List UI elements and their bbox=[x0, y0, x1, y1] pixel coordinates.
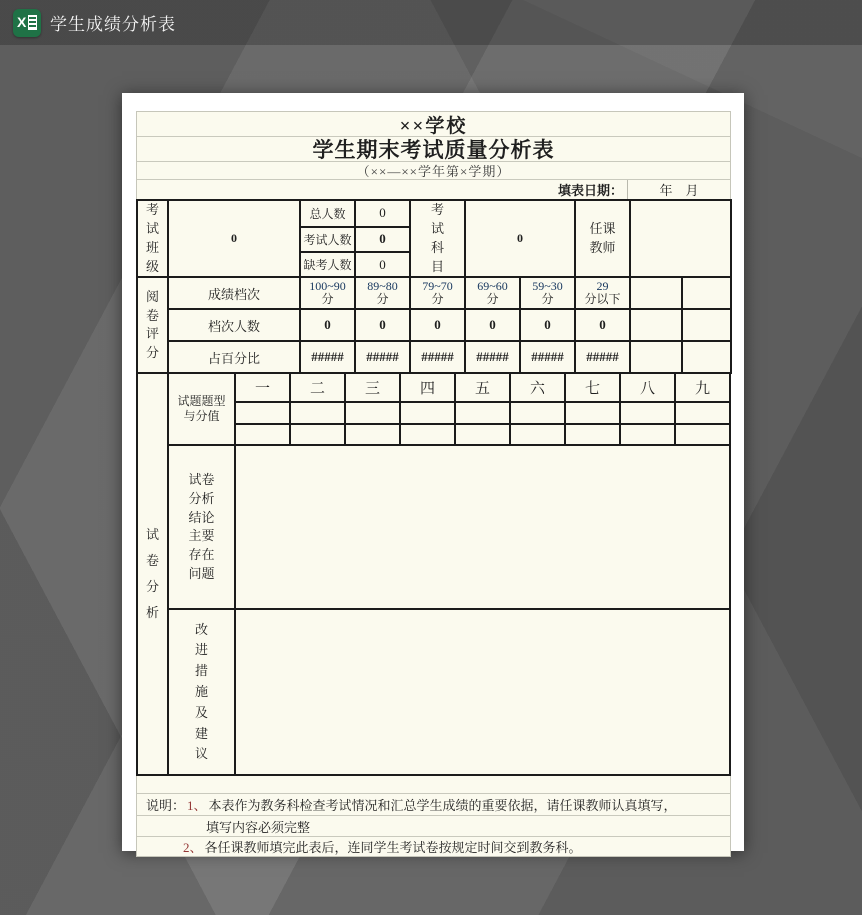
document-page bbox=[122, 93, 744, 856]
question-type-cell[interactable] bbox=[455, 402, 510, 424]
window-title: 学生成绩分析表 bbox=[50, 15, 176, 34]
fill-date-cell[interactable]: 年 月 bbox=[627, 180, 730, 199]
percent-cell[interactable]: ##### bbox=[465, 341, 520, 373]
percent-cell[interactable]: ##### bbox=[355, 341, 410, 373]
analysis-section-label: 试卷分析 bbox=[137, 374, 168, 775]
teacher-label: 任课教师 bbox=[575, 200, 630, 277]
question-type-cell[interactable] bbox=[345, 402, 400, 424]
note-text: 本表作为教务科检查考试情况和汇总学生成绩的重要依据，请任课教师认真填写， bbox=[208, 798, 677, 814]
question-col-header: 七 bbox=[565, 374, 620, 402]
question-score-cell[interactable] bbox=[510, 424, 565, 445]
total-count-value-cell[interactable]: 0 bbox=[355, 200, 410, 227]
question-col-header: 五 bbox=[455, 374, 510, 402]
score-tier-label: 成绩档次 bbox=[168, 277, 300, 309]
note-number: 2、 bbox=[183, 840, 203, 856]
question-type-label: 试题题型与分值 bbox=[168, 374, 235, 445]
tier-count-cell[interactable]: 0 bbox=[300, 309, 355, 341]
question-col-header: 九 bbox=[675, 374, 730, 402]
sheet-content bbox=[136, 111, 731, 857]
tier-header-empty-cell[interactable] bbox=[630, 277, 682, 309]
question-col-header: 二 bbox=[290, 374, 345, 402]
note-line-1 bbox=[137, 793, 730, 815]
note-text: 各任课教师填完此表后，连同学生考试卷按规定时间交到教务科。 bbox=[204, 840, 582, 856]
percent-cell[interactable]: ##### bbox=[300, 341, 355, 373]
percent-empty-cell[interactable] bbox=[682, 341, 731, 373]
note-prefix: 说明： bbox=[146, 798, 186, 814]
question-score-cell[interactable] bbox=[455, 424, 510, 445]
tier-count-cell[interactable]: 0 bbox=[355, 309, 410, 341]
term-subtitle: （××—××学年第×学期） bbox=[137, 162, 730, 180]
question-type-cell[interactable] bbox=[565, 402, 620, 424]
question-type-cell[interactable] bbox=[400, 402, 455, 424]
question-type-cell[interactable] bbox=[675, 402, 730, 424]
note-line-3 bbox=[137, 836, 730, 856]
tier-count-cell[interactable]: 0 bbox=[410, 309, 465, 341]
percent-empty-cell[interactable] bbox=[630, 341, 682, 373]
note-line-2 bbox=[137, 815, 730, 836]
question-col-header: 八 bbox=[620, 374, 675, 402]
fill-date-label: 填表日期： bbox=[557, 183, 623, 198]
exam-class-value-cell[interactable]: 0 bbox=[168, 200, 300, 277]
tier-header: 79~70 分 bbox=[410, 277, 465, 309]
question-type-cell[interactable] bbox=[620, 402, 675, 424]
absent-count-value-cell[interactable]: 0 bbox=[355, 252, 410, 277]
note-text: 填写内容必须完整 bbox=[206, 819, 311, 835]
tier-count-cell[interactable]: 0 bbox=[465, 309, 520, 341]
question-type-cell[interactable] bbox=[510, 402, 565, 424]
question-score-cell[interactable] bbox=[675, 424, 730, 445]
tier-count-empty-cell[interactable] bbox=[682, 309, 731, 341]
tier-count-cell[interactable]: 0 bbox=[520, 309, 575, 341]
main-title: 学生期末考试质量分析表 bbox=[137, 137, 730, 162]
question-score-cell[interactable] bbox=[345, 424, 400, 445]
conclusion-label: 试卷分析结论主要存在问题 bbox=[168, 445, 235, 609]
absent-count-label: 缺考人数 bbox=[300, 252, 355, 277]
question-score-cell[interactable] bbox=[290, 424, 345, 445]
class-grading-table bbox=[136, 199, 732, 374]
tier-count-cell[interactable]: 0 bbox=[575, 309, 630, 341]
percent-label: 占百分比 bbox=[168, 341, 300, 373]
question-col-header: 四 bbox=[400, 374, 455, 402]
tier-header: 69~60 分 bbox=[465, 277, 520, 309]
window-title-bar bbox=[0, 0, 862, 45]
question-col-header: 六 bbox=[510, 374, 565, 402]
conclusion-input-cell[interactable] bbox=[235, 445, 730, 609]
percent-cell[interactable]: ##### bbox=[410, 341, 465, 373]
spacer-row bbox=[137, 776, 730, 793]
question-score-cell[interactable] bbox=[620, 424, 675, 445]
percent-cell[interactable]: ##### bbox=[520, 341, 575, 373]
tier-header: 89~80 分 bbox=[355, 277, 410, 309]
excel-icon: X bbox=[13, 9, 41, 37]
exam-class-label: 考试班级 bbox=[137, 200, 168, 277]
improvement-label: 改进措施及建议 bbox=[168, 609, 235, 775]
tier-header: 100~90 分 bbox=[300, 277, 355, 309]
fill-date-row bbox=[137, 180, 730, 199]
grading-section-label: 阅卷评分 bbox=[137, 277, 168, 373]
teacher-value-cell[interactable] bbox=[630, 200, 731, 277]
question-score-cell[interactable] bbox=[565, 424, 620, 445]
percent-cell[interactable]: ##### bbox=[575, 341, 630, 373]
question-score-cell[interactable] bbox=[235, 424, 290, 445]
exam-count-label: 考试人数 bbox=[300, 227, 355, 252]
exam-count-value-cell[interactable]: 0 bbox=[355, 227, 410, 252]
tier-count-label: 档次人数 bbox=[168, 309, 300, 341]
exam-subject-label: 考试科目 bbox=[410, 200, 465, 277]
total-count-label: 总人数 bbox=[300, 200, 355, 227]
school-title: ××学校 bbox=[137, 112, 730, 137]
tier-header-empty-cell[interactable] bbox=[682, 277, 731, 309]
tier-count-empty-cell[interactable] bbox=[630, 309, 682, 341]
question-type-cell[interactable] bbox=[235, 402, 290, 424]
note-number: 1、 bbox=[187, 798, 207, 814]
question-score-cell[interactable] bbox=[400, 424, 455, 445]
exam-subject-value-cell[interactable]: 0 bbox=[465, 200, 575, 277]
improvement-input-cell[interactable] bbox=[235, 609, 730, 775]
question-col-header: 一 bbox=[235, 374, 290, 402]
tier-header: 29 分以下 bbox=[575, 277, 630, 309]
question-col-header: 三 bbox=[345, 374, 400, 402]
tier-header: 59~30 分 bbox=[520, 277, 575, 309]
paper-analysis-table bbox=[136, 374, 731, 776]
question-type-cell[interactable] bbox=[290, 402, 345, 424]
